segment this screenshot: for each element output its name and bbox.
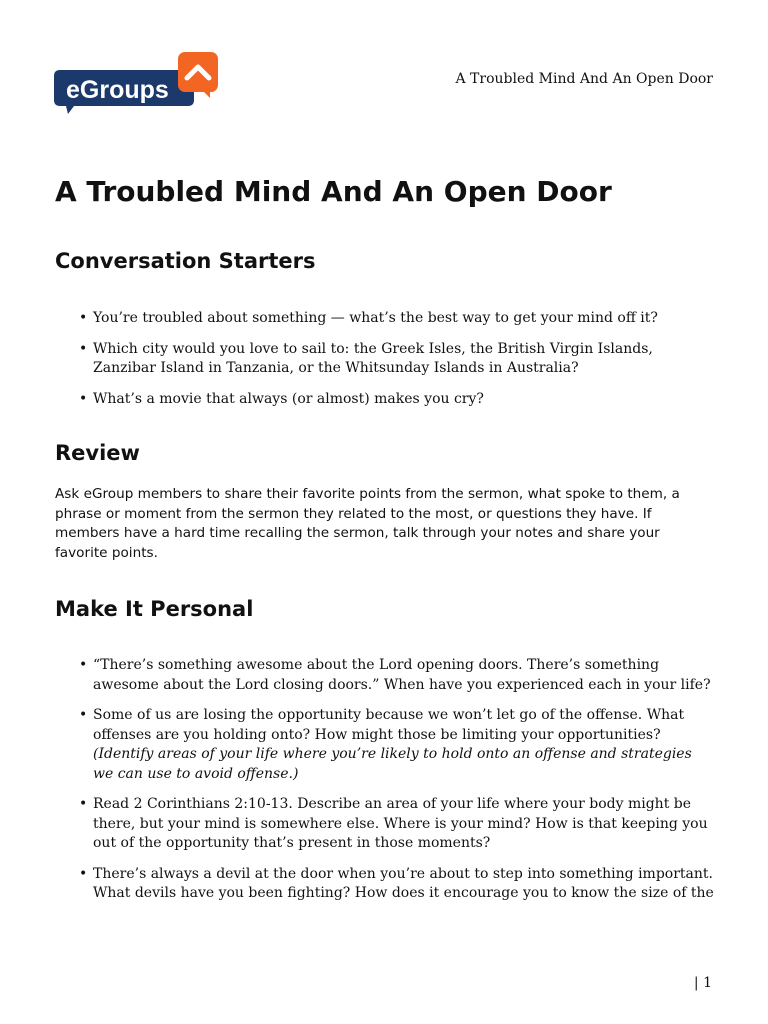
make-it-personal-list — [55, 656, 715, 915]
list-item: • What’s a movie that always (or almost) makes you cry? — [55, 390, 715, 410]
list-item-text: There’s always a devil at the door when you’re about to step into something important. What devils have you been fighting? How does it encourage you to know the size of the — [93, 865, 714, 901]
section-heading-review: Review — [55, 441, 140, 465]
page-number: | 1 — [693, 975, 712, 991]
list-item-note: (Identify areas of your life where you’re likely to hold onto an offense and strategies we can use to avoid offense.) — [93, 746, 692, 782]
egroups-logo — [54, 52, 220, 116]
list-item: • You’re troubled about something — what’s the best way to get your mind off it? — [55, 309, 715, 329]
conversation-starters-list — [55, 309, 715, 420]
logo-wordmark: eGroups — [66, 76, 169, 104]
running-header-title: A Troubled Mind And An Open Door — [455, 71, 713, 87]
section-heading-make-it-personal: Make It Personal — [55, 597, 254, 621]
list-item: • Which city would you love to sail to: the Greek Isles, the British Virgin Islands, Zanzibar Island in Tanzania, or the Whitsunday Islands in Australia? — [55, 340, 715, 379]
list-item — [55, 795, 715, 854]
list-item — [55, 656, 715, 695]
section-heading-conversation-starters: Conversation Starters — [55, 249, 316, 273]
list-item — [55, 706, 715, 784]
page-title: A Troubled Mind And An Open Door — [55, 175, 612, 208]
list-item-text: Some of us are losing the opportunity because we won’t let go of the offense. What offenses are you holding onto? How might those be limiting your opportunities? — [93, 707, 685, 743]
review-paragraph: Ask eGroup members to share their favorite points from the sermon, what spoke to them, a phrase or moment from the sermon they related to the most, or questions they have. If members have a hard time recalling the sermon, talk through your notes and share your favorite points. — [55, 486, 680, 561]
list-item-text: “There’s something awesome about the Lord opening doors. There’s something awesome about the Lord closing doors.” When have you experienced each in your life? — [93, 657, 711, 693]
list-item — [55, 865, 715, 904]
list-item-text: Read 2 Corinthians 2:10-13. Describe an area of your life where your body might be there, but your mind is somewhere else. Where is your mind? How is that keeping you out of the opportunity that’s present in those moments? — [93, 796, 708, 851]
